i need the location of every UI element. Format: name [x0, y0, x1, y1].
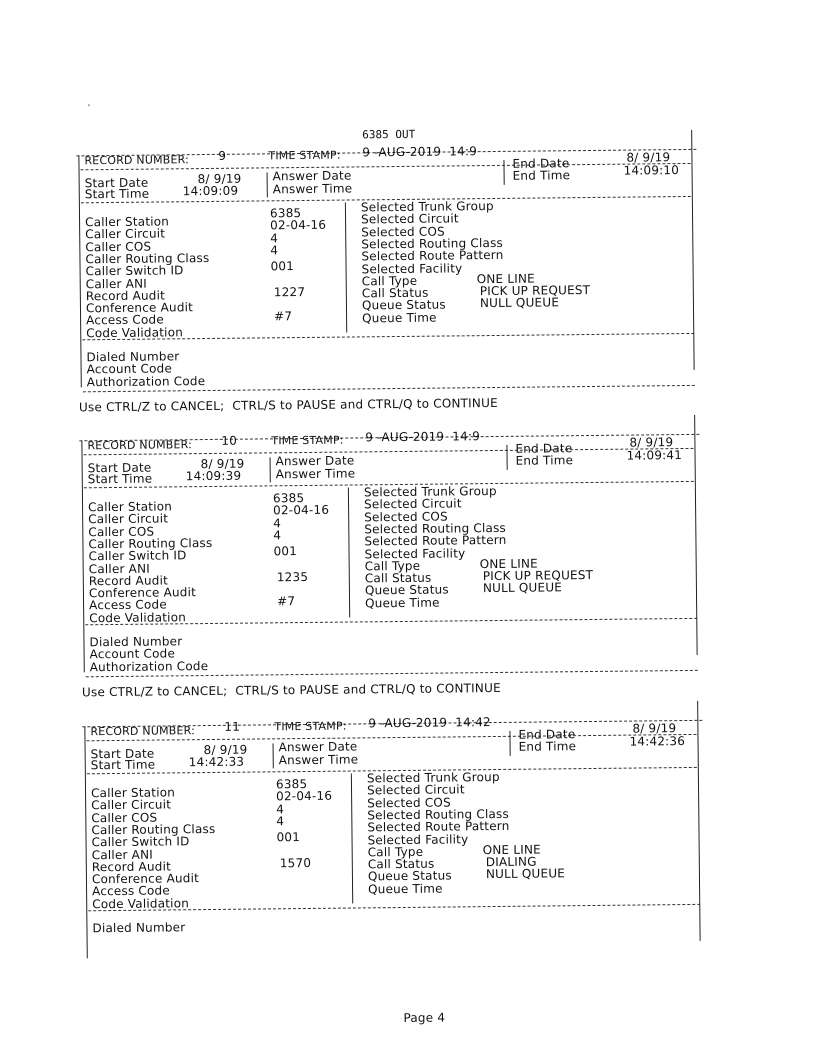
end-time: 14:42:36 [629, 734, 686, 749]
record-number-label: RECORD NUMBER: [87, 438, 193, 453]
bottom-field-label: Dialed Number [89, 634, 183, 650]
record-number: 10 [221, 433, 238, 448]
left-border [78, 155, 81, 387]
record-audit: 1235 [276, 569, 309, 585]
answer-time-label: Answer Time [275, 466, 356, 482]
divider [345, 203, 347, 333]
time-stamp-label: TIME STAMP: [268, 148, 341, 163]
divider [506, 445, 507, 470]
start-date-label: Start Date [90, 746, 155, 762]
caller-switch-id: 001 [270, 259, 295, 274]
divider [267, 172, 268, 197]
bottom-field-label: Account Code [89, 646, 176, 662]
end-time-label: End Time [515, 453, 574, 468]
right-field-label: Selected Facility [361, 260, 463, 276]
queue-status: NULL QUEUE [482, 580, 563, 596]
divider [270, 457, 271, 482]
right-field-label: Selected Circuit [366, 782, 465, 798]
call-status: DIALING [485, 854, 537, 870]
left-field-label: Access Code [86, 312, 165, 328]
bottom-field-label: Authorization Code [89, 658, 209, 674]
answer-date-label: Answer Date [275, 453, 355, 469]
right-field-label: Selected COS [364, 509, 448, 524]
left-field-label: Caller ANI [88, 561, 151, 576]
record-audit: 1227 [273, 284, 306, 300]
start-date: 8/ 9/19 [203, 742, 248, 758]
left-field-label: Conference Audit [88, 585, 197, 601]
caller-circuit: 02-04-16 [270, 218, 327, 233]
left-field-label: Caller Routing Class [85, 250, 210, 267]
right-field-label: Selected Route Pattern [367, 819, 510, 835]
left-field-label: Code Validation [89, 609, 187, 625]
right-field-label: Queue Status [364, 582, 449, 598]
answer-time-label: Answer Time [278, 752, 359, 768]
left-field-label: Caller ANI [91, 847, 154, 862]
start-date-label: Start Date [87, 460, 152, 476]
end-time: 14:09:10 [623, 163, 680, 178]
right-field-label: Selected Route Pattern [361, 248, 504, 264]
left-field-label: Record Audit [91, 859, 172, 875]
start-date: 8/ 9/19 [200, 456, 245, 472]
left-field-label: Access Code [89, 597, 167, 613]
divider [503, 160, 504, 185]
caller-routing-class: 4 [270, 243, 279, 258]
right-field-label: Queue Time [365, 595, 440, 611]
left-field-label: Caller ANI [85, 276, 148, 291]
call-status: PICK UP REQUEST [482, 567, 594, 584]
left-field-label: Code Validation [92, 895, 190, 911]
caller-station: 6385 [269, 206, 302, 221]
left-field-label: Conference Audit [91, 871, 200, 887]
right-field-label: Queue Status [367, 868, 452, 884]
bottom-field-label: Account Code [86, 361, 173, 377]
right-field-label: Selected Facility [367, 831, 469, 847]
left-field-label: Caller Station [90, 785, 176, 801]
caller-cos: 4 [273, 515, 282, 530]
access-code: #7 [276, 594, 296, 609]
answer-time-label: Answer Time [272, 181, 353, 197]
right-field-label: Selected Route Pattern [364, 533, 507, 549]
right-field-label: Call Status [364, 570, 432, 586]
end-date-label: End Date [518, 727, 576, 742]
record-number: 11 [224, 719, 241, 734]
time-stamp-label: TIME STAMP: [271, 433, 344, 448]
left-border [84, 726, 87, 958]
right-field-label: Selected COS [361, 224, 445, 239]
cancel-instructions-1: Use CTRL/Z to CANCEL; CTRL/S to PAUSE and CTRL/Q to CONTINUE [78, 395, 498, 415]
right-field-label: Call Type [364, 558, 421, 574]
end-time-label: End Time [512, 168, 571, 183]
end-date: 8/ 9/19 [629, 435, 674, 450]
record-number: 9 [218, 148, 227, 163]
right-field-label: Call Status [361, 285, 429, 301]
bottom-field-label: Dialed Number [86, 349, 180, 365]
start-date-label: Start Date [84, 175, 149, 191]
right-field-label: Selected Routing Class [364, 520, 507, 537]
left-field-label: Caller COS [91, 810, 158, 825]
call-type: ONE LINE [482, 842, 541, 858]
start-time: 14:09:39 [185, 468, 242, 484]
left-field-label: Caller COS [85, 239, 152, 254]
start-time: 14:09:09 [182, 183, 239, 199]
answer-date-label: Answer Date [272, 168, 352, 184]
end-date: 8/ 9/19 [626, 150, 671, 165]
answer-date-label: Answer Date [278, 739, 358, 755]
divider [348, 488, 350, 618]
caller-cos: 4 [276, 801, 285, 816]
left-field-label: Caller COS [88, 524, 155, 539]
start-time-label: Start Time [90, 757, 156, 773]
divider [351, 774, 353, 904]
right-field-label: Queue Time [362, 310, 437, 326]
caller-routing-class: 4 [276, 814, 285, 829]
start-time-label: Start Time [87, 471, 153, 487]
left-field-label: Code Validation [86, 324, 184, 340]
left-field-label: Record Audit [85, 288, 166, 304]
left-field-label: Caller Switch ID [88, 548, 187, 564]
right-field-label: Queue Time [367, 881, 443, 897]
right-field-label: Selected Trunk Group [366, 769, 500, 786]
left-field-label: Conference Audit [85, 300, 194, 316]
left-border [81, 440, 84, 672]
left-field-label: Caller Routing Class [91, 821, 216, 838]
caller-station: 6385 [272, 491, 305, 506]
end-time-label: End Time [518, 739, 577, 754]
cancel-instructions-2: Use CTRL/Z to CANCEL; CTRL/S to PAUSE and CTRL/Q to CONTINUE [81, 680, 501, 700]
right-field-label: Selected COS [367, 795, 451, 810]
right-field-label: Selected Trunk Group [360, 199, 494, 215]
queue-status: NULL QUEUE [479, 295, 560, 311]
left-field-label: Caller Station [85, 214, 170, 230]
left-field-label: Caller Switch ID [85, 263, 184, 279]
left-field-label: Caller Circuit [88, 511, 169, 527]
record-number-label: RECORD NUMBER: [90, 724, 196, 739]
left-field-label: Caller Circuit [91, 797, 172, 813]
caller-circuit: 02-04-16 [276, 789, 333, 804]
end-date-label: End Date [515, 441, 573, 456]
right-field-label: Call Type [367, 844, 424, 860]
right-field-label: Selected Circuit [363, 496, 462, 512]
time-stamp: 9 -AUG-2019 14:9 [362, 144, 478, 160]
end-time: 14:09:41 [626, 448, 683, 463]
right-field-label: Call Status [367, 856, 435, 872]
left-field-label: Caller Circuit [85, 226, 166, 242]
right-field-label: Queue Status [361, 297, 446, 313]
end-date: 8/ 9/19 [632, 721, 677, 736]
right-field-label: Selected Facility [364, 545, 466, 561]
bottom-field-label: Authorization Code [86, 373, 206, 389]
right-field-label: Selected Routing Class [367, 806, 510, 823]
right-field-label: Call Type [361, 273, 418, 289]
page-number: Page 4 [403, 1010, 446, 1025]
call-type: ONE LINE [479, 556, 538, 572]
caller-switch-id: 001 [276, 830, 301, 845]
record-audit: 1570 [279, 855, 312, 871]
extension-out-header: 6385 OUT [362, 127, 416, 142]
divider [273, 743, 274, 768]
caller-circuit: 02-04-16 [273, 503, 330, 518]
record-number-label: RECORD NUMBER: [84, 153, 190, 168]
call-status: PICK UP REQUEST [479, 282, 591, 299]
right-field-label: Selected Circuit [360, 211, 459, 227]
caller-station: 6385 [275, 776, 308, 792]
queue-status: NULL QUEUE [485, 866, 566, 882]
caller-switch-id: 001 [273, 544, 298, 559]
left-field-label: Caller Station [87, 499, 173, 515]
left-field-label: Caller Switch ID [91, 834, 190, 850]
right-field-label: Selected Routing Class [361, 235, 504, 252]
start-time-label: Start Time [84, 186, 150, 202]
left-field-label: Access Code [92, 883, 170, 899]
time-stamp: 9 -AUG-2019 14:9 [365, 429, 481, 445]
right-field-label: Selected Trunk Group [363, 483, 497, 500]
end-date-label: End Date [512, 156, 570, 171]
divider [509, 731, 510, 756]
time-stamp: 9 -AUG-2019 14:42 [368, 715, 491, 731]
left-field-label: Record Audit [88, 573, 169, 589]
speck [88, 104, 90, 106]
call-type: ONE LINE [476, 271, 535, 287]
start-date: 8/ 9/19 [197, 171, 242, 187]
caller-cos: 4 [270, 230, 279, 245]
time-stamp-label: TIME STAMP: [274, 719, 347, 734]
start-time: 14:42:33 [188, 754, 245, 770]
left-field-label: Caller Routing Class [88, 535, 213, 552]
bottom-field-label: Dialed Number [92, 920, 186, 936]
access-code: #7 [273, 309, 293, 324]
caller-routing-class: 4 [273, 528, 282, 543]
